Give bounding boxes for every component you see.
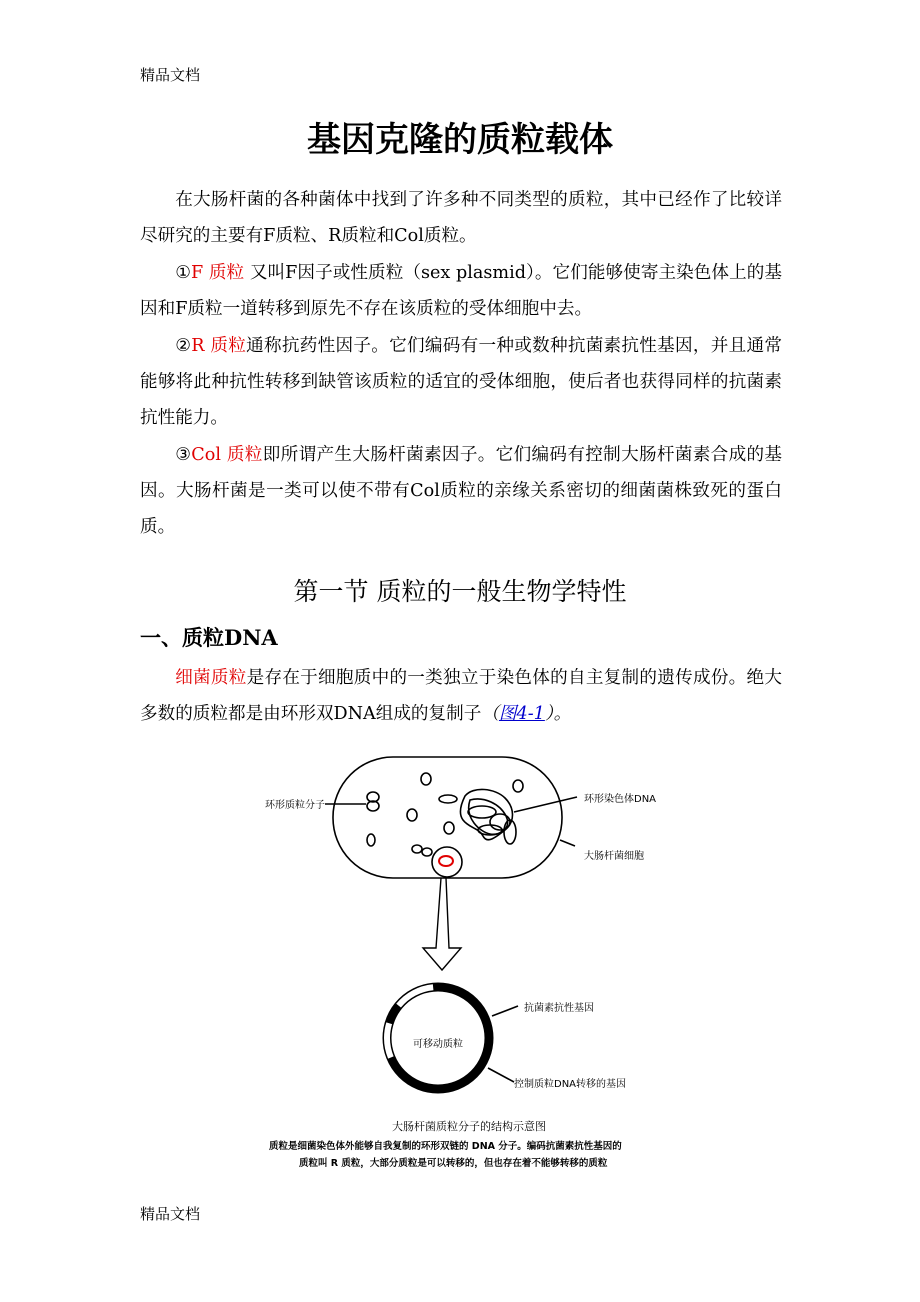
marker: ① [175, 263, 192, 283]
text: 即所谓产生大肠杆菌素因子。它们编码有控制大肠杆菌素合成的基因。大肠杆菌是一类可以使不带有Col质粒的亲缘关系密切的细菌菌株致死的蛋白质。 [140, 445, 782, 537]
figure-caption-title: 大肠杆菌质粒分子的结构示意图 [392, 1120, 546, 1133]
label-cell: 大肠杆菌细胞 [584, 851, 644, 862]
term: Col 质粒 [191, 445, 263, 465]
term: R 质粒 [191, 336, 247, 356]
text: 通称抗药性因子。它们编码有一种或数种抗菌素抗性基因，并且通常能够将此种抗性转移到缺管该质粒的适宜的受体细胞，使后者也获得同样的抗菌素抗性能力。 [140, 336, 783, 428]
arrow-icon [423, 878, 461, 970]
paren: （ [481, 704, 499, 724]
label-plasmid: 环形质粒分子 [265, 800, 325, 811]
document-title: 基因克隆的质粒载体 [307, 120, 613, 160]
figure-caption-line: 质粒是细菌染色体外能够自我复制的环形双链的 DNA 分子。编码抗菌素抗性基因的 [269, 1141, 622, 1152]
section-title: 第一节 质粒的一般生物学特性 [293, 577, 627, 606]
label-transfer: 控制质粒DNA转移的基因 [514, 1079, 627, 1090]
released-plasmid [432, 847, 462, 877]
term: 细菌质粒 [175, 668, 247, 688]
term: F 质粒 [191, 263, 245, 283]
intro-paragraph: 在大肠杆菌的各种菌体中找到了许多种不同类型的质粒，其中已经作了比较详尽研究的主要有F质粒、R质粒和Col质粒。 [140, 190, 782, 246]
paren: ）。 [544, 704, 572, 724]
marker: ③ [175, 445, 192, 465]
text: 又叫F因子或性质粒（sex plasmid）。它们能够使寄主染色体上的基因和F质粒一道转移到原先不存在该质粒的受体细胞中去。 [140, 263, 782, 319]
subsection-title: 一、质粒DNA [140, 625, 278, 650]
label-chromosome: 环形染色体DNA [584, 794, 657, 805]
page-footer: 精品文档 [140, 1205, 201, 1223]
figure-caption-line: 质粒叫 R 质粒，大部分质粒是可以转移的，但也存在着不能够转移的质粒 [299, 1158, 608, 1169]
label-center: 可移动质粒 [413, 1039, 463, 1050]
page-header: 精品文档 [140, 66, 201, 84]
label-resistance: 抗菌素抗性基因 [524, 1003, 594, 1014]
figure-link[interactable]: 图4-1 [498, 704, 545, 724]
marker: ② [175, 336, 192, 356]
chromosome-dna [439, 789, 516, 844]
text: 是存在于细胞质中的一类独立于染色体的自主复制的遗传成份。绝大多数的质粒都是由环形双DNA组成的复制子 [140, 668, 782, 724]
